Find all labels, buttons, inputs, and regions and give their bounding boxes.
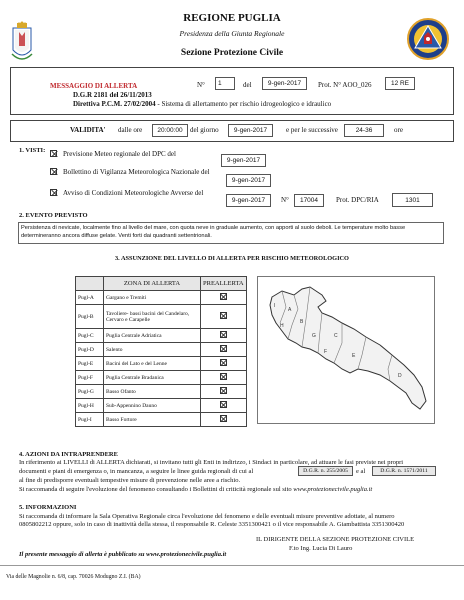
zone-code-header: [76, 277, 104, 291]
visti-item2-label: Bollettino di Vigilanza Meteorologica Nazionale del: [63, 168, 210, 176]
protocol-label: Prot. N° AOO_026: [318, 81, 372, 89]
message-number-field[interactable]: 1: [215, 77, 235, 90]
zone-name: Salento: [104, 343, 201, 357]
prealert-cell: [201, 291, 247, 305]
page-subtitle: Presidenza della Giunta Regionale: [179, 29, 285, 38]
validity-next-field[interactable]: 24-36: [344, 124, 384, 137]
zone-code: Pugl-G: [76, 385, 104, 399]
zone-row: [76, 385, 247, 399]
prealert-cell: [201, 413, 247, 427]
prealert-checkbox[interactable]: [220, 415, 227, 422]
svg-text:G: G: [312, 333, 316, 339]
visti-item3-number-label: N°: [281, 196, 289, 204]
zone-name: Sub-Appennino Dauno: [104, 399, 201, 413]
zone-row: [76, 399, 247, 413]
signature-name: F.to Ing. Lucia Di Lauro: [289, 545, 353, 552]
azioni-line1: In riferimento ai LIVELLI di ALLERTA dichiarati, si invitano tutti gli Enti in indirizzo, i Sindaci in particolare, ad attuare le fasi previste nei propri: [19, 459, 404, 466]
visti-item1-label: Previsione Meteo regionale del DPC del: [63, 150, 176, 158]
svg-text:A: A: [288, 307, 292, 313]
zone-row: [76, 413, 247, 427]
validity-label: VALIDITA': [70, 126, 106, 134]
azioni-line2: documenti e piani di emergenza o, in mancanza, a seguire le linee guida regionali di cui al: [19, 468, 254, 475]
zone-code: Pugl-B: [76, 305, 104, 329]
prealert-cell: [201, 371, 247, 385]
message-label: MESSAGGIO DI ALLERTA: [50, 82, 138, 90]
zone-name: Puglia Centrale Adriatica: [104, 329, 201, 343]
zone-code: Pugl-E: [76, 357, 104, 371]
directive-text: - Sistema di allertamento per rischio idrogeologico e idraulico: [155, 100, 332, 108]
prealert-cell: [201, 357, 247, 371]
signature-title: IL DIRIGENTE DELLA SEZIONE PROTEZIONE CIVILE: [256, 536, 415, 543]
published-note: Il presente messaggio di allerta è pubblicato su www.protezionecivile.puglia.it: [19, 551, 227, 558]
office-address: Via delle Magnolie n. 6/8, cap. 70026 Modugno Z.I. (BA): [6, 574, 141, 580]
svg-text:E: E: [352, 353, 356, 359]
dgr-reference: D.G.R 2181 del 26/11/2013: [73, 91, 152, 99]
zone-code: Pugl-H: [76, 399, 104, 413]
assunzione-heading: 3. ASSUNZIONE DEL LIVELLO DI ALLERTA PER RISCHIO METEOROLOGICO: [115, 255, 349, 262]
directive-title: Direttiva P.C.M. 27/02/2004: [73, 100, 156, 108]
azioni-e-al: e al: [356, 468, 366, 475]
svg-text:I: I: [274, 303, 276, 309]
zone-row: [76, 357, 247, 371]
zone-row: [76, 291, 247, 305]
zone-row: [76, 343, 247, 357]
prealert-cell: [201, 305, 247, 329]
svg-text:H: H: [280, 323, 284, 329]
message-number-label: N°: [197, 81, 205, 89]
azioni-line4: [19, 486, 372, 493]
footer-divider: [0, 565, 464, 566]
prealert-checkbox[interactable]: [220, 293, 227, 300]
zone-code: Pugl-D: [76, 343, 104, 357]
zone-name: Puglia Centrale Bradanica: [104, 371, 201, 385]
prealert-cell: [201, 385, 247, 399]
visti-item2-checkbox[interactable]: [50, 168, 57, 175]
azioni-line3: al fine di predisporre eventuali tempestive misure di prevenzione nelle aree a rischio.: [19, 477, 241, 484]
validity-day-label: del giorno: [190, 126, 219, 134]
visti-item2-date-field[interactable]: 9-gen-2017: [226, 174, 271, 187]
svg-text:F: F: [324, 349, 328, 355]
zone-code: Pugl-I: [76, 413, 104, 427]
zone-code: Pugl-C: [76, 329, 104, 343]
informazioni-line1: Si raccomanda di informare la Sala Operativa Regionale circa l'evoluzione del fenomeno e delle eventuali misure preventive adottate, al numero: [19, 513, 395, 520]
directive-line: [73, 100, 331, 108]
prealert-checkbox[interactable]: [220, 345, 227, 352]
message-date-label: del: [243, 81, 252, 89]
svg-text:D: D: [398, 373, 402, 379]
prealert-header: PREALLERTA: [201, 277, 247, 291]
prealert-cell: [201, 399, 247, 413]
prealert-checkbox[interactable]: [220, 331, 227, 338]
prealert-checkbox[interactable]: [220, 401, 227, 408]
prealert-cell: [201, 329, 247, 343]
svg-text:B: B: [300, 319, 304, 325]
dgr-1571-field[interactable]: D.G.R. n. 1571/2011: [372, 466, 436, 476]
evento-text: Persistenza di nevicate, localmente fino al livello del mare, con quota neve in graduale aumento, con apporti al suolo deboli. Le temperature molto basse determineranno ancora diffuse gelate. Venti forti dai quadranti settentrionali.: [18, 222, 444, 244]
zone-name: Tavoliere- bassi bacini del Candelaro, Cervaro e Carapelle: [104, 305, 201, 329]
prealert-checkbox[interactable]: [220, 359, 227, 366]
azioni-heading: 4. AZIONI DA INTRAPRENDERE: [19, 451, 118, 458]
alert-zones-table: [75, 276, 247, 427]
informazioni-heading: 5. INFORMAZIONI: [19, 504, 77, 511]
visti-item3-number-field[interactable]: 17004: [294, 194, 324, 207]
zone-code: Pugl-F: [76, 371, 104, 385]
protocol-field[interactable]: 12 RE: [385, 77, 415, 90]
prealert-checkbox[interactable]: [220, 373, 227, 380]
message-date-field[interactable]: 9-gen-2017: [262, 77, 307, 90]
page-title: REGIONE PUGLIA: [183, 12, 281, 24]
visti-item3-date-field[interactable]: 9-gen-2017: [226, 194, 271, 207]
visti-item1-checkbox[interactable]: [50, 150, 57, 157]
zone-row: [76, 305, 247, 329]
section-title: Sezione Protezione Civile: [180, 48, 284, 58]
validity-from-label: dalle ore: [118, 126, 143, 134]
zone-name-header: ZONA DI ALLERTA: [104, 277, 201, 291]
zone-name: Basso Ofanto: [104, 385, 201, 399]
visti-heading: 1. VISTI:: [19, 147, 46, 154]
validity-day-field[interactable]: 9-gen-2017: [228, 124, 273, 137]
svg-text:C: C: [334, 333, 338, 339]
puglia-zones-map: [257, 276, 435, 424]
prealert-checkbox[interactable]: [220, 387, 227, 394]
zone-name: Bacini del Lato e del Lenne: [104, 357, 201, 371]
zone-row: [76, 329, 247, 343]
zone-row: [76, 371, 247, 385]
validity-hours-label: ore: [394, 126, 403, 134]
informazioni-line2: 0805802212 oppure, solo in caso di inattività della stessa, il responsabile R. Celeste 3351300421 o il vice responsabile A. Giambattista 3351300420: [19, 521, 405, 528]
prealert-cell: [201, 343, 247, 357]
visti-item3-checkbox[interactable]: [50, 189, 57, 196]
zone-code: Pugl-A: [76, 291, 104, 305]
dgr-255-field[interactable]: D.G.R. n. 255/2005: [298, 466, 353, 476]
website-link[interactable]: www.protezionecivile.puglia.it: [293, 486, 373, 493]
validity-from-field[interactable]: 20:00:00: [152, 124, 188, 137]
visti-item3-label: Avviso di Condizioni Meteorologiche Avverse del: [63, 189, 204, 197]
azioni-line4-text: Si raccomanda di seguire l'evoluzione del fenomeno consultando i Bollettini di criticità regionale sul sito: [19, 486, 294, 493]
visti-item1-date-field[interactable]: 9-gen-2017: [221, 154, 266, 167]
visti-item3-prot-label: Prot. DPC/RIA: [336, 196, 379, 204]
evento-heading: 2. EVENTO PREVISTO: [19, 212, 88, 219]
zone-name: Gargano e Tremiti: [104, 291, 201, 305]
visti-item3-prot-field[interactable]: 1301: [392, 193, 433, 207]
prealert-checkbox[interactable]: [220, 312, 227, 319]
validity-next-label: e per le successive: [286, 126, 338, 134]
zone-name: Basso Fortore: [104, 413, 201, 427]
